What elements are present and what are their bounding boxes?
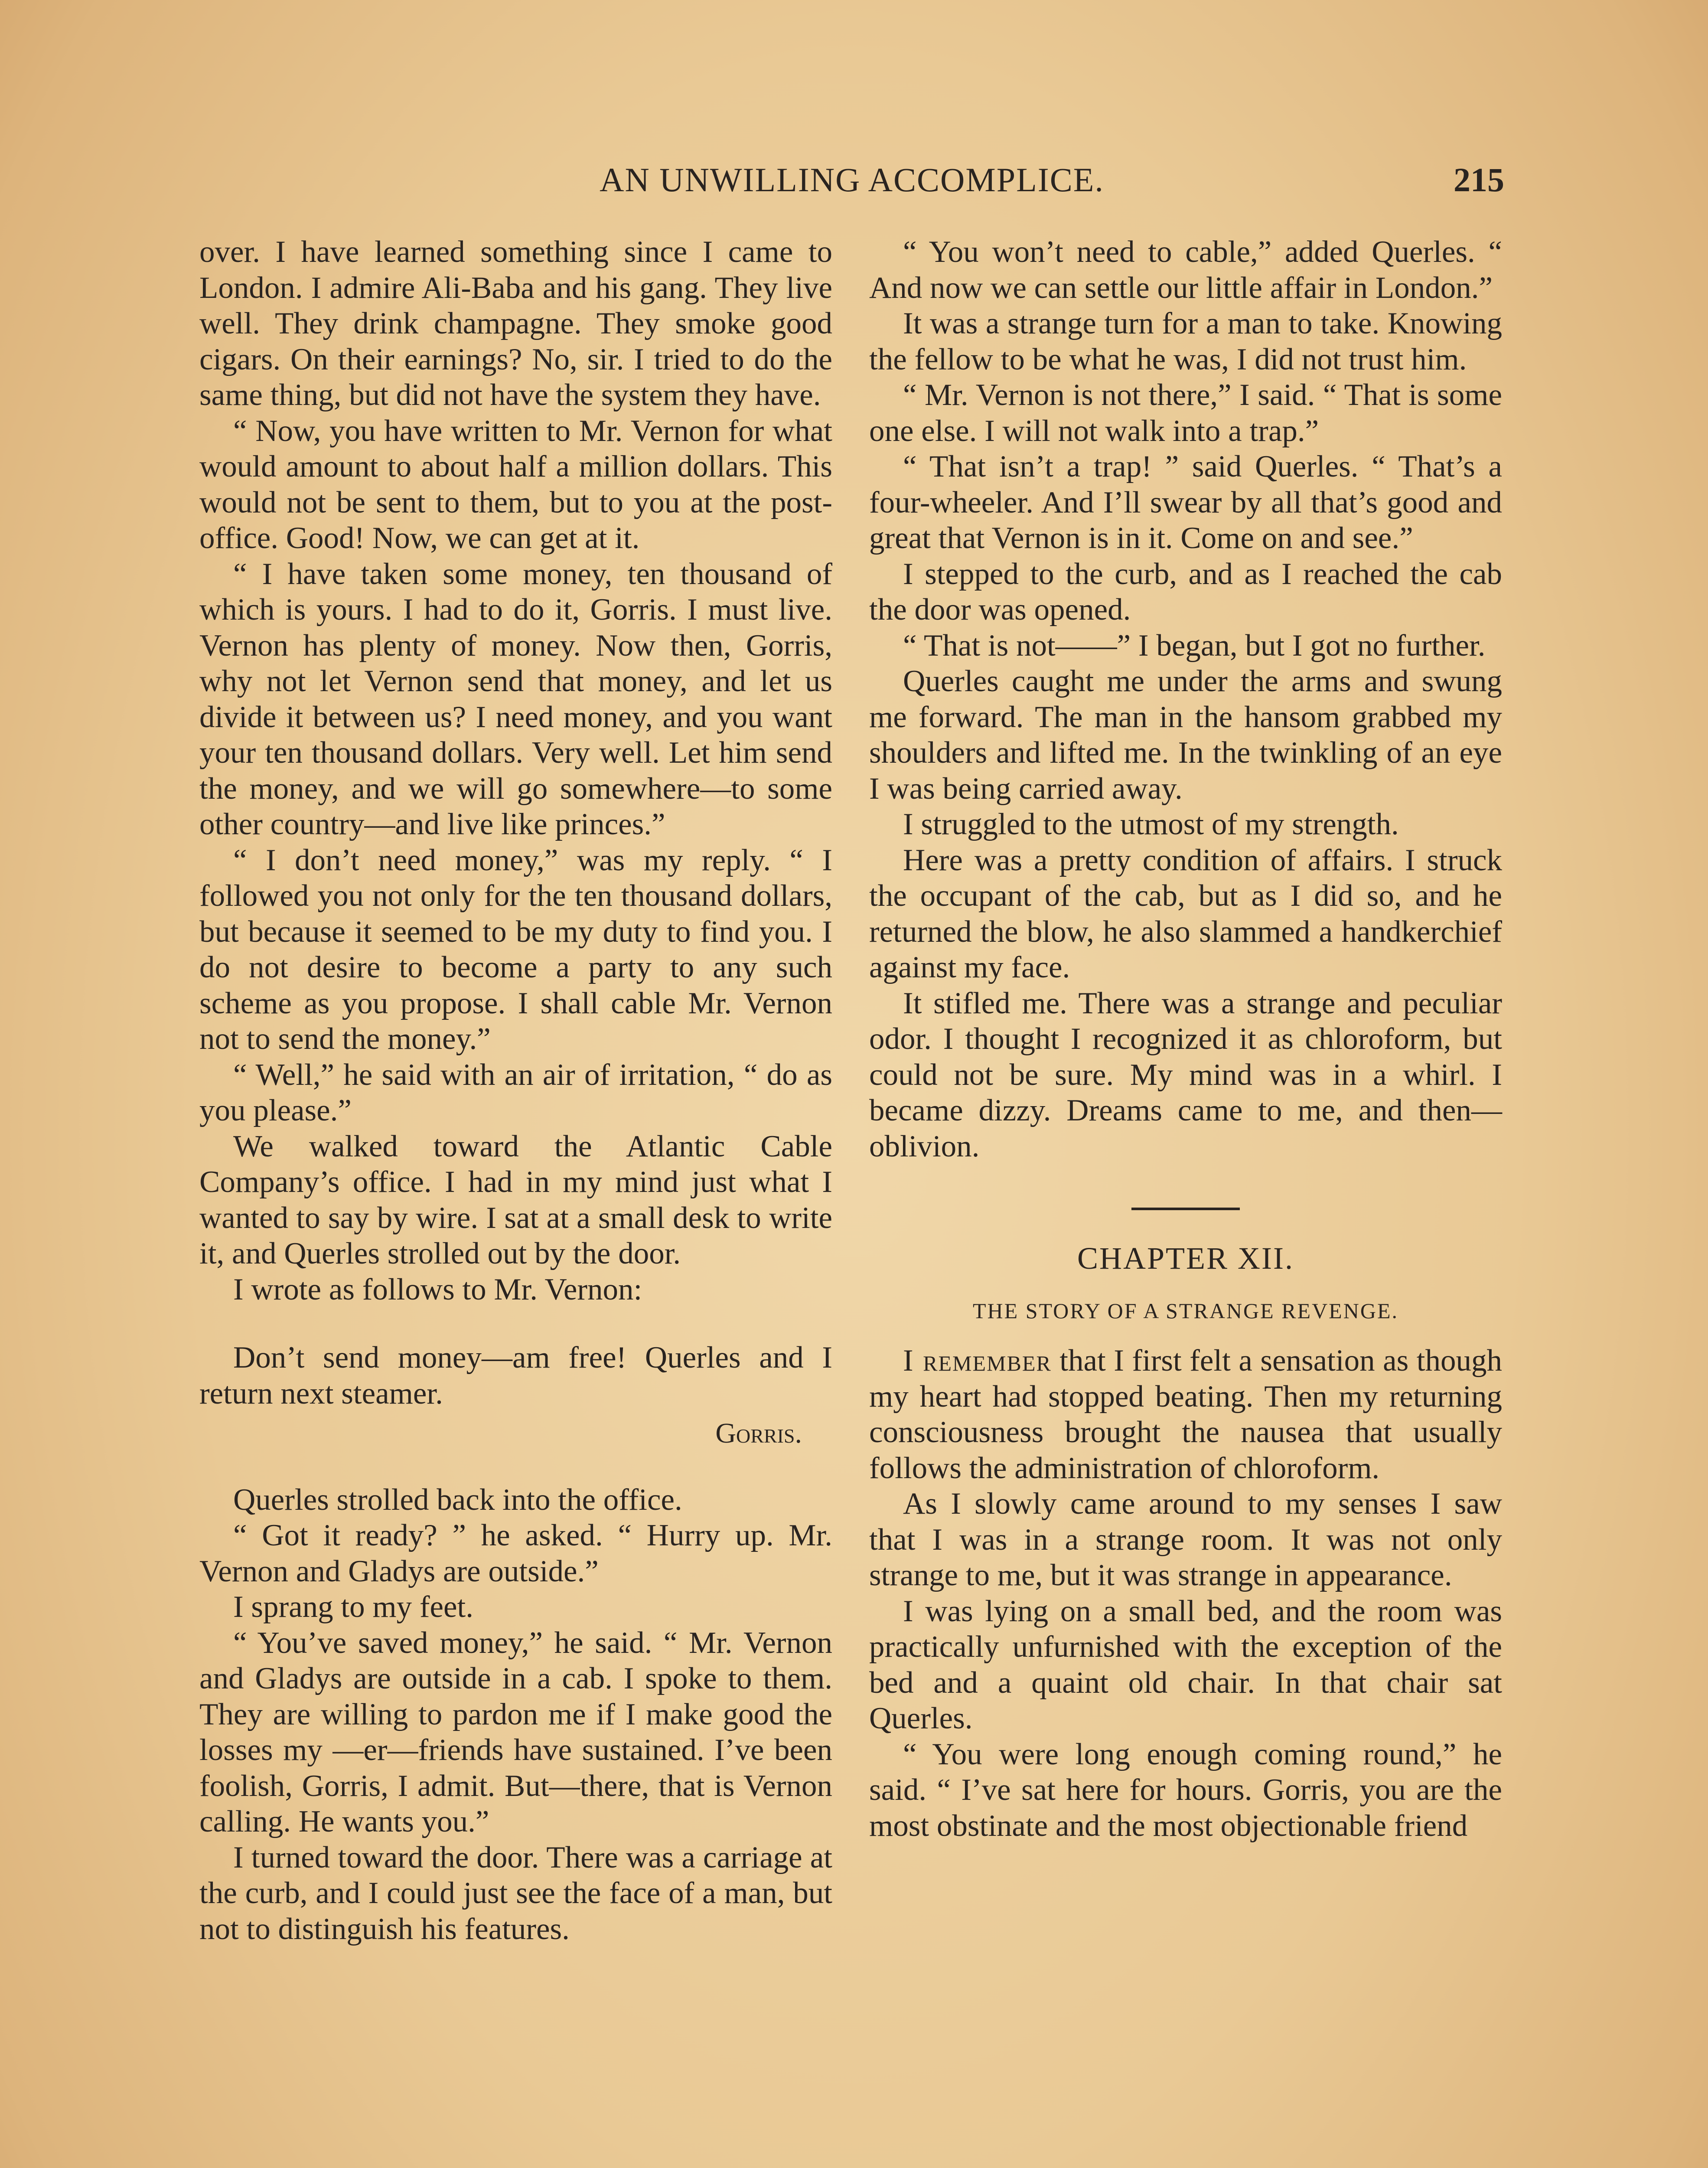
paragraph: “ Well,” he said with an air of irritation, “ do as you please.” xyxy=(199,1058,832,1127)
paragraph: “ That is not——” I began, but I got no further. xyxy=(903,628,1486,663)
paragraph: “ I don’t need money,” was my reply. “ I followed you not only for the ten thousand dollars, but because it seemed to be my duty to find you. I do not desire to become a party to any such scheme as you propose. I shall cable Mr. Vernon not to send the money.” xyxy=(199,843,832,1056)
chapter-opening-text: that I first felt a sensation as though my heart had stopped beating. Then my returning consciousness brought the nausea that usually follows the administration of chloroform. xyxy=(869,1344,1503,1485)
paragraph: Querles strolled back into the office. xyxy=(233,1482,682,1517)
paragraph: I was lying on a small bed, and the room was practically unfurnished with the exception of the bed and a quaint old chair. In that chair sat Querles. xyxy=(869,1594,1502,1735)
paragraph: “ Got it ready? ” he asked. “ Hurry up. Mr. Vernon and Gladys are outside.” xyxy=(199,1518,832,1588)
paragraph: over. I have learned something since I came to London. I admire Ali-Baba and his gang. They live well. They drink champagne. They smoke good cigars. On their earnings? No, sir. I tried to do the same thing, but did not have the system they have. xyxy=(199,235,832,412)
running-title: AN UNWILLING ACCOMPLICE. xyxy=(600,161,1104,199)
telegram-text: Don’t send money—am free! Querles and I return next steamer. xyxy=(199,1341,832,1411)
paragraph: I stepped to the curb, and as I reached the cab the door was opened. xyxy=(869,557,1502,627)
paragraph: It was a strange turn for a man to take. Knowing the fellow to be what he was, I did not trust him. xyxy=(869,307,1502,376)
paragraph: Here was a pretty condition of affairs. I struck the occupant of the cab, but as I did so, and he returned the blow, he also slammed a handkerchief against my face. xyxy=(869,843,1502,984)
page-number: 215 xyxy=(1454,161,1504,199)
paragraph: It stifled me. There was a strange and peculiar odor. I thought I recognized it as chloroform, but could not be sure. My mind was in a whirl. I became dizzy. Dreams came to me, and then—oblivion. xyxy=(869,986,1502,1163)
left-column xyxy=(199,234,832,1947)
paragraph: I turned toward the door. There was a carriage at the curb, and I could just see the face of a man, but not to distinguish his features. xyxy=(199,1840,832,1946)
paragraph: “ Now, you have written to Mr. Vernon for what would amount to about half a million dollars. This would not be sent to them, but to you at the post-office. Good! Now, we can get at it. xyxy=(199,414,832,555)
right-column xyxy=(869,234,1502,1844)
paragraph: “ You were long enough coming round,” he said. “ I’ve sat here for hours. Gorris, you are the most obstinate and the most objectionable friend xyxy=(869,1737,1502,1843)
paragraph: I wrote as follows to Mr. Vernon: xyxy=(233,1272,642,1306)
chapter-title: CHAPTER XII. xyxy=(1077,1241,1294,1276)
telegram-message xyxy=(199,1340,832,1452)
chapter-opening-word: I remember xyxy=(903,1344,1052,1378)
paragraph: “ That isn’t a trap! ” said Querles. “ That’s a four-wheeler. And I’ll swear by all that’s good and great that Vernon is in it. Come on and see.” xyxy=(869,450,1502,555)
chapter-subtitle: THE STORY OF A STRANGE REVENGE. xyxy=(973,1299,1398,1323)
paragraph: “ You won’t need to cable,” added Querles. “ And now we can settle our little affair in London.” xyxy=(869,235,1502,305)
telegram-signature: Gorris. xyxy=(715,1417,802,1449)
paragraph: “ Mr. Vernon is not there,” I said. “ That is some one else. I will not walk into a trap.” xyxy=(869,378,1502,448)
chapter-opening-paragraph xyxy=(869,1343,1502,1486)
page-header xyxy=(199,160,1504,212)
paragraph: I struggled to the utmost of my strength. xyxy=(903,807,1399,841)
chapter-divider xyxy=(1131,1208,1240,1210)
paragraph: “ You’ve saved money,” he said. “ Mr. Vernon and Gladys are outside in a cab. I spoke to them. They are willing to pardon me if I make good the losses my —er—friends have sustained. I’ve been foolish, Gorris, I admit. But—there, that is Vernon calling. He wants you.” xyxy=(199,1626,832,1838)
paragraph: As I slowly came around to my senses I saw that I was in a strange room. It was not only strange to me, but it was strange in appearance. xyxy=(869,1487,1502,1592)
paragraph: “ I have taken some money, ten thousand of which is yours. I had to do it, Gorris. I must live. Vernon has plenty of money. Now then, Gorris, why not let Vernon send that money, and let us divide it between us? I need money, and you want your ten thousand dollars. Very well. Let him send the money, and we will go somewhere—to some other country—and live like princes.” xyxy=(199,557,832,841)
paragraph: Querles caught me under the arms and swung me forward. The man in the hansom grabbed my shoulders and lifted me. In the twinkling of an eye I was being carried away. xyxy=(869,664,1502,806)
paragraph: We walked toward the Atlantic Cable Company’s office. I had in my mind just what I wanted to say by wire. I sat at a small desk to write it, and Querles strolled out by the door. xyxy=(199,1129,832,1270)
paragraph: I sprang to my feet. xyxy=(233,1590,474,1624)
